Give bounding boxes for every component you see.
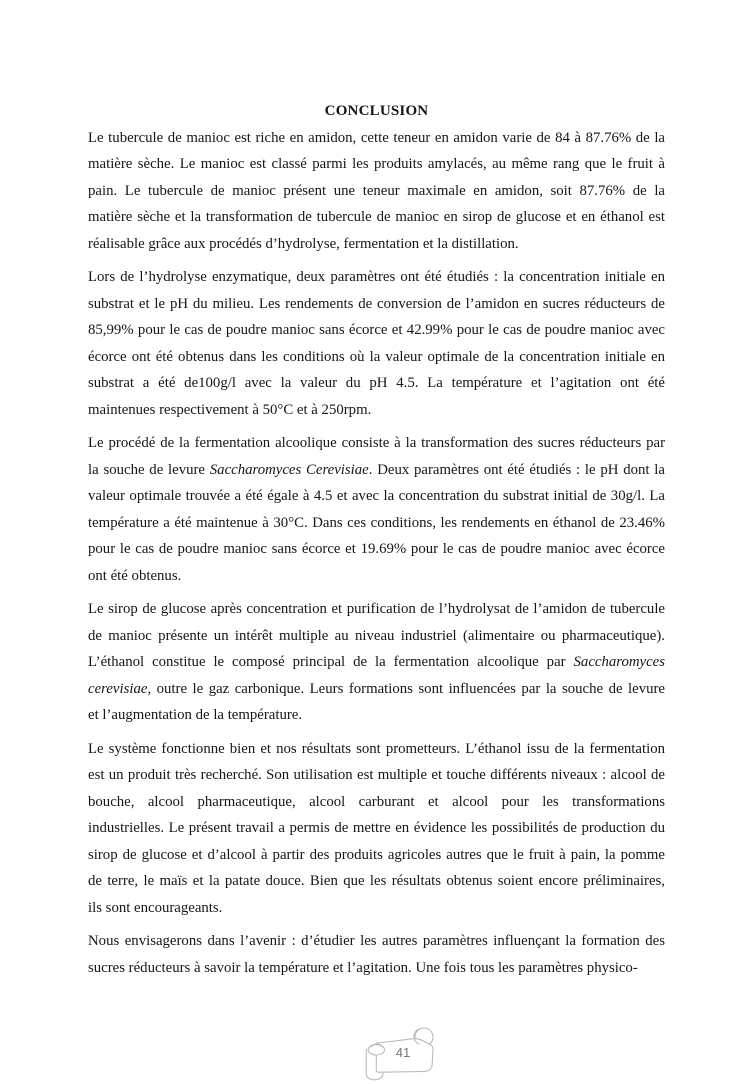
text-segment: Le sirop de glucose après concentration et purification de l’hydrolysat de l’amidon de tubercule: [88, 601, 665, 617]
text-segment: L’éthanol constitue le composé principal de la fermentation alcoolique par: [88, 654, 574, 670]
text-segment: Le procédé de la fermentation alcoolique consiste à la transformation des sucres réducteurs par: [88, 435, 665, 451]
text-segment: bouche, alcool pharmaceutique, alcool carburant et alcool pour les transformations: [88, 793, 665, 810]
text-segment: matière sèche. Le manioc est classé parmi les produits amylacés, au même rang que le fruit à: [88, 156, 665, 172]
text-line: [88, 510, 665, 537]
text-line: [88, 483, 665, 510]
text-line: [88, 789, 665, 816]
text-line: [88, 702, 665, 729]
text-line: [88, 231, 665, 258]
text-segment: substrat et le pH du milieu. Les rendements de conversion de l’amidon en sucres réducteurs de: [88, 295, 665, 312]
text-segment: ont été obtenus.: [88, 567, 182, 584]
text-segment: écorce ont été obtenus dans les conditions où la valeur optimale de la concentration initiale en: [88, 348, 665, 365]
paragraph: [88, 125, 665, 258]
text-line: [88, 370, 665, 397]
paragraph: [88, 430, 665, 589]
text-line: [88, 151, 665, 178]
text-line: [88, 291, 665, 318]
text-line: [88, 563, 665, 590]
paragraph: [88, 928, 665, 981]
document-content: [88, 98, 665, 981]
text-segment: Saccharomyces: [573, 654, 665, 670]
text-line: [88, 955, 665, 982]
text-segment: est un produit très recherché. Son utilisation est multiple et touche différents niveaux : alcool de: [88, 767, 665, 783]
text-segment: valeur optimale trouvée a été égale à 4.5 et avec la concentration du substrat initial de 30g/l. La: [88, 488, 665, 504]
text-segment: sucres réducteurs à savoir la température et l’agitation. Une fois tous les paramètres physico-: [88, 959, 638, 976]
text-segment: 85,99% pour le cas de poudre manioc sans écorce et 42.99% pour le cas de poudre manioc avec: [88, 322, 665, 338]
text-segment: température a été maintenue à 30°C. Dans ces conditions, les rendements en éthanol de 23.46%: [88, 514, 665, 531]
text-segment: Lors de l’hydrolyse enzymatique, deux paramètres ont été étudiés : la concentration initiale en: [88, 269, 665, 285]
paragraph: [88, 596, 665, 729]
text-line: [88, 344, 665, 371]
text-line: [88, 430, 665, 457]
text-segment: pain. Le tubercule de manioc présent une teneur maximale en amidon, soit 87.76% de la: [88, 182, 665, 199]
text-segment: de manioc présente un intérêt multiple au niveau industriel (alimentaire ou pharmaceutique).: [88, 627, 665, 644]
text-segment: cerevisiae: [88, 680, 148, 697]
text-line: [88, 736, 665, 763]
text-line: [88, 457, 665, 484]
text-segment: matière sèche et la transformation de tubercule de manioc en sirop de glucose et en éthanol est: [88, 209, 665, 225]
text-segment: industrielles. Le présent travail a permis de mettre en évidence les possibilités de production du: [88, 820, 665, 836]
text-segment: sirop de glucose et d’alcool à partir des produits agricoles autres que le fruit à pain, la pomme: [88, 846, 665, 863]
text-line: [88, 895, 665, 922]
text-line: [88, 178, 665, 205]
text-line: [88, 623, 665, 650]
text-segment: la souche de levure: [88, 461, 210, 478]
text-segment: ils sont encourageants.: [88, 899, 223, 916]
text-segment: maintenues respectivement à 50°C et à 250rpm.: [88, 401, 372, 418]
text-line: [88, 649, 665, 676]
text-line: [88, 317, 665, 344]
text-line: [88, 264, 665, 291]
text-line: [88, 868, 665, 895]
text-line: [88, 928, 665, 955]
text-line: [88, 842, 665, 869]
text-segment: de terre, le maïs et la patate douce. Bien que les résultats obtenus soient encore préliminaires,: [88, 873, 665, 889]
text-segment: substrat a été de100g/l avec la valeur du pH 4.5. La température et l’agitation ont été: [88, 375, 665, 391]
page-title: CONCLUSION: [324, 103, 429, 119]
text-line: [88, 397, 665, 424]
text-segment: , outre le gaz carbonique. Leurs formations sont influencées par la souche de levure: [147, 680, 665, 697]
text-line: [88, 125, 665, 152]
text-line: [88, 815, 665, 842]
text-line: [88, 676, 665, 703]
text-line: [88, 596, 665, 623]
paragraph: [88, 736, 665, 922]
paragraph: [88, 264, 665, 423]
text-segment: Nous envisagerons dans l’avenir : d’étudier les autres paramètres influençant la formation des: [88, 933, 665, 949]
text-segment: pour le cas de poudre manioc sans écorce et 19.69% pour le cas de poudre manioc avec écorce: [88, 541, 665, 557]
text-line: [88, 536, 665, 563]
paragraphs-container: [88, 125, 665, 982]
text-line: [88, 204, 665, 231]
text-line: [88, 762, 665, 789]
text-segment: réalisable grâce aux procédés d’hydrolyse, fermentation et la distillation.: [88, 235, 519, 252]
page-number: 41: [395, 1045, 411, 1060]
text-segment: Saccharomyces Cerevisiae: [209, 461, 369, 478]
text-segment: et l’augmentation de la température.: [88, 707, 303, 723]
text-segment: Le système fonctionne bien et nos résultats sont prometteurs. L’éthanol issu de la fermentation: [88, 740, 665, 757]
text-segment: Le tubercule de manioc est riche en amidon, cette teneur en amidon varie de 84 à 87.76% de la: [88, 129, 665, 146]
text-segment: . Deux paramètres ont été étudiés : le pH dont la: [368, 461, 665, 478]
